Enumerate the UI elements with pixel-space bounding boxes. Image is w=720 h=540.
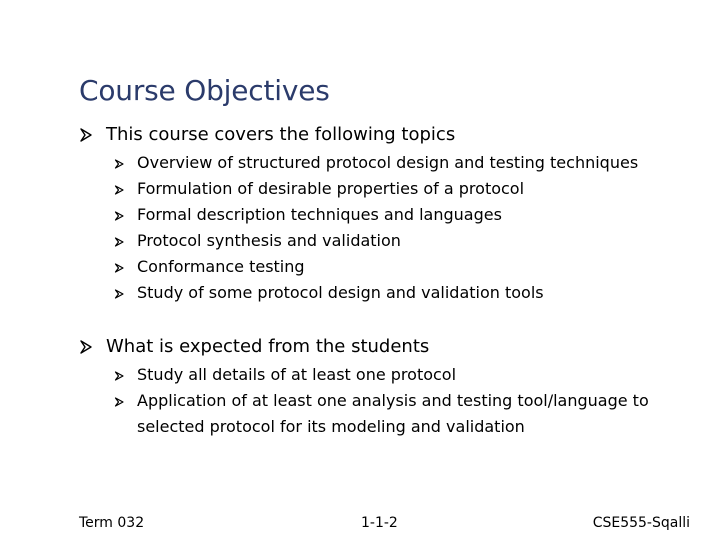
topic-item-list <box>79 362 657 440</box>
list-item-text: Application of at least one analysis and testing tool/language to selected protocol for its modeling and validation <box>137 391 649 436</box>
list-item <box>79 280 657 306</box>
list-item-text: Study all details of at least one protocol <box>137 365 457 384</box>
list-item <box>79 176 657 202</box>
arrowhead-bullet-icon <box>114 371 124 381</box>
arrowhead-bullet-icon <box>114 159 124 169</box>
list-item <box>79 228 657 254</box>
arrowhead-bullet-icon <box>79 340 93 354</box>
list-item-text: Study of some protocol design and validation tools <box>137 283 544 302</box>
arrowhead-bullet-icon <box>114 397 124 407</box>
list-item <box>79 150 657 176</box>
slide-title: Course Objectives <box>79 74 330 107</box>
arrowhead-bullet-icon <box>114 185 124 195</box>
list-item <box>79 362 657 388</box>
arrowhead-bullet-icon <box>79 128 93 142</box>
footer-slide-number: 1-1-2 <box>361 515 398 531</box>
topic-course-topics <box>79 124 699 302</box>
topic-item-list <box>79 150 657 306</box>
list-item-text: Conformance testing <box>137 257 305 276</box>
list-item-text: Overview of structured protocol design and testing techniques <box>137 153 639 172</box>
list-item <box>79 202 657 228</box>
topic-text: What is expected from the students <box>106 336 430 357</box>
topic-student-expectations <box>79 336 699 436</box>
arrowhead-bullet-icon <box>114 237 124 247</box>
list-item <box>79 388 657 440</box>
list-item-text: Protocol synthesis and validation <box>137 231 401 250</box>
list-item-text: Formulation of desirable properties of a protocol <box>137 179 525 198</box>
list-item-text: Formal description techniques and languages <box>137 205 502 224</box>
footer-term: Term 032 <box>79 515 145 531</box>
footer-course-author: CSE555-Sqalli <box>592 515 690 531</box>
topic-text: This course covers the following topics <box>106 124 456 145</box>
list-item <box>79 254 657 280</box>
arrowhead-bullet-icon <box>114 289 124 299</box>
arrowhead-bullet-icon <box>114 263 124 273</box>
arrowhead-bullet-icon <box>114 211 124 221</box>
